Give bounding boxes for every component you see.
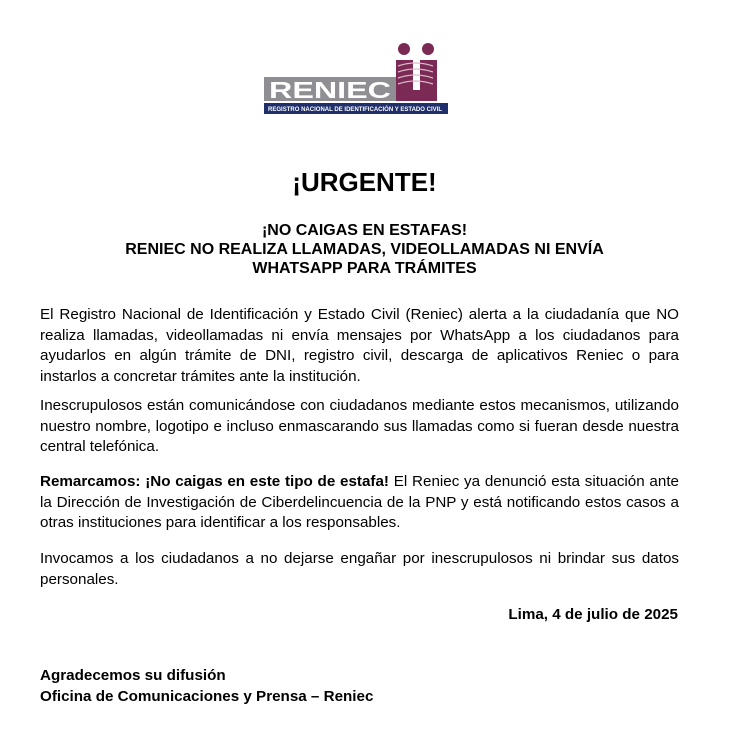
- signature-thanks: Agradecemos su difusión: [40, 667, 226, 684]
- logo-figures-icon: [396, 43, 437, 101]
- page-title: ¡URGENTE!: [292, 167, 437, 197]
- signature-block: [40, 665, 373, 707]
- paragraph-invocation: Invocamos a los ciudadanos a no dejarse engañar por inescrupulosos ni brindar sus datos personales.: [40, 550, 679, 588]
- headline-line-2: RENIEC NO REALIZA LLAMADAS, VIDEOLLAMADAS NI ENVÍA: [125, 241, 604, 258]
- paragraph-scammers: Inescrupulosos están comunicándose con ciudadanos mediante estos mecanismos, utilizando nuestro nombre, logotipo e incluso enmascarando sus llamadas como si fueran desde nuestra central telefónica.: [40, 397, 679, 455]
- logo-wordmark: RENIEC: [269, 77, 391, 103]
- paragraph-alert: El Registro Nacional de Identificación y Estado Civil (Reniec) alerta a la ciudadanía que NO realiza llamadas, videollamadas ni envía mensajes por WhatsApp a los ciudadanos para ayudarlos en algún trámite de DNI, registro civil, descarga de aplicativos Reniec o para instarlos a concretar trámites ante la institución.: [40, 306, 679, 385]
- date-line: Lima, 4 de julio de 2025: [508, 606, 678, 623]
- reniec-logo: [264, 40, 454, 116]
- headline: [0, 221, 729, 278]
- remarks-emphasis: Remarcamos: ¡No caigas en este tipo de estafa!: [40, 473, 389, 490]
- logo-subtitle: REGISTRO NACIONAL DE IDENTIFICACIÓN Y ESTADO CIVIL: [268, 107, 442, 113]
- signature-office: Oficina de Comunicaciones y Prensa – Reniec: [40, 688, 374, 705]
- headline-line-1: ¡NO CAIGAS EN ESTAFAS!: [261, 222, 468, 239]
- remarks-text: El Reniec ya denunció esta situación ante la Dirección de Investigación de Ciberdelincuencia de la PNP y está notificando estos casos a otras instituciones para identificar a los responsables.: [40, 473, 679, 531]
- headline-line-3: WHATSAPP PARA TRÁMITES: [252, 260, 477, 277]
- paragraph-remarks: [40, 472, 679, 534]
